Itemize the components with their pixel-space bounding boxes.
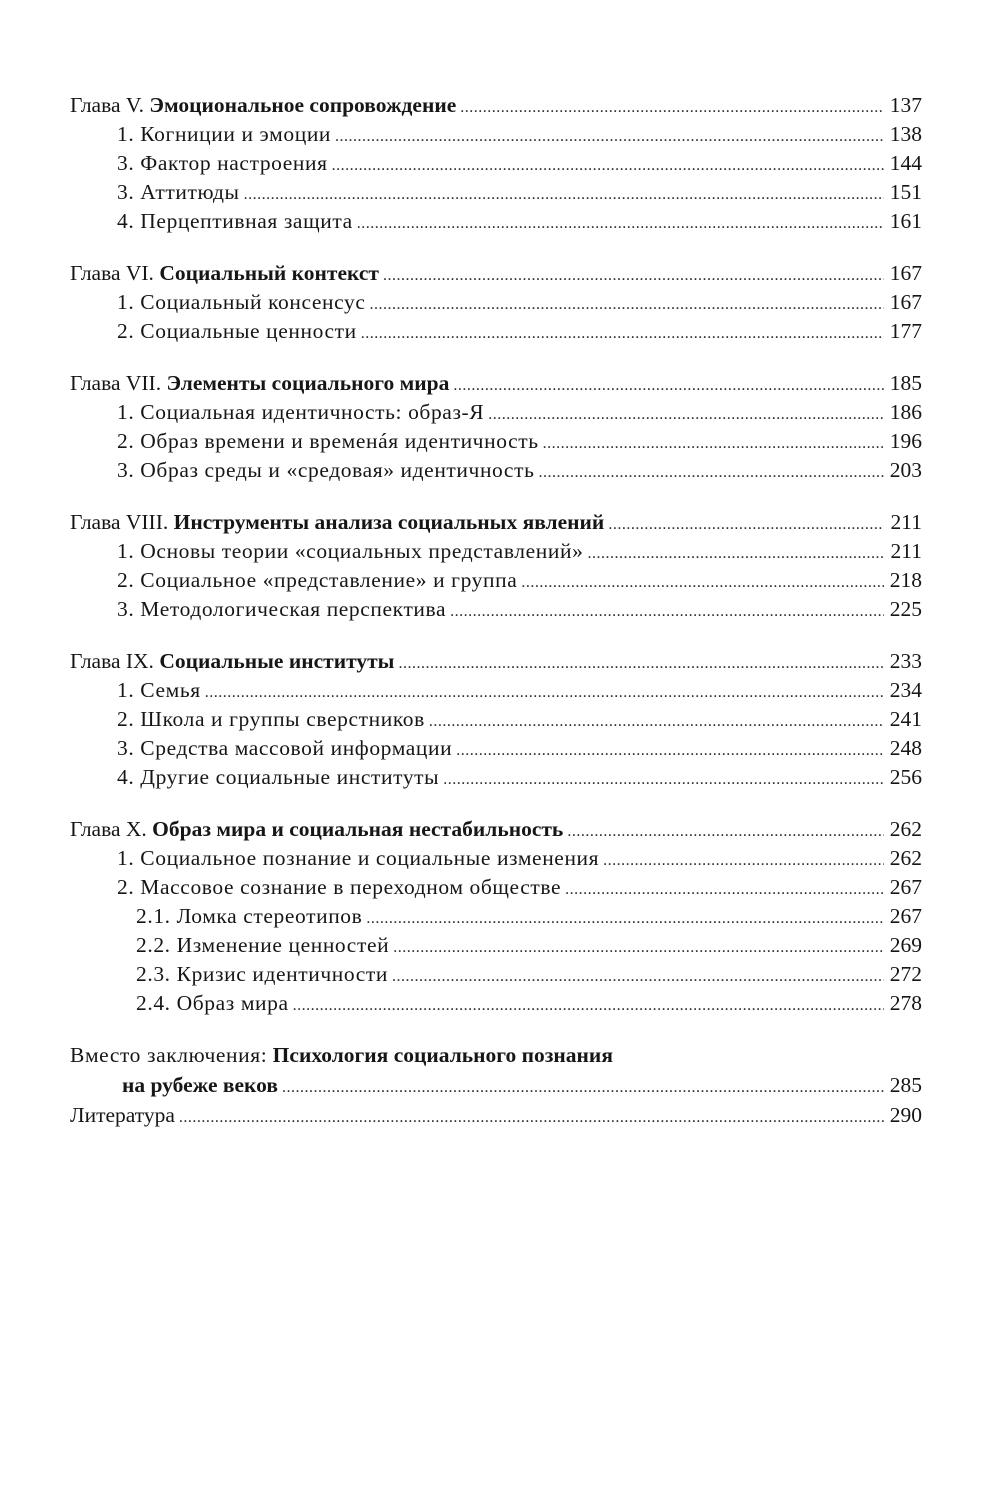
subsection-label: 2.3. Кризис идентичности [136,962,388,986]
section-entry[interactable] [70,120,922,149]
section-entry[interactable] [70,595,922,624]
section-label: 1. Семья [117,678,201,702]
section-label: 2. Массовое сознание в переходном обществе [117,875,562,899]
dot-leader [332,149,884,180]
section-label: 3. Фактор настроения [117,151,328,175]
conclusion-entry-continued[interactable] [70,1070,922,1100]
chapter-entry[interactable] [70,368,922,398]
dot-leader [538,456,884,487]
section-entry[interactable] [70,398,922,427]
section-label: 3. Аттитюды [117,180,240,204]
subsection-entry[interactable] [70,960,922,989]
dot-leader [460,90,884,123]
page-number: 151 [889,180,922,204]
dot-leader [366,902,884,933]
dot-leader [398,646,884,679]
dot-leader [282,1070,884,1103]
chapter-entry[interactable] [70,258,922,288]
dot-leader [567,814,884,847]
section-entry[interactable] [70,456,922,485]
dot-leader [179,1100,884,1133]
section-label: 2. Социальное «представление» и группа [117,568,518,592]
section-entry[interactable] [70,566,922,595]
page-number: 290 [889,1103,922,1127]
dot-leader [453,368,884,401]
dot-leader [370,288,884,319]
subsection-entry[interactable] [70,902,922,931]
page-number: 196 [889,429,922,453]
section-label: 2. Социальные ценности [117,319,357,343]
page-number: 144 [889,151,922,175]
page-number: 233 [889,649,922,673]
section-label: 2. Школа и группы сверстников [117,707,425,731]
dot-leader [383,258,884,291]
section-entry[interactable] [70,537,922,566]
section-entry[interactable] [70,207,922,236]
chapter-prefix: Глава IX. [70,649,154,673]
dot-leader [244,178,884,209]
page-number: 256 [889,765,922,789]
chapter-prefix: Глава VIII. [70,510,169,534]
dot-leader [587,537,884,568]
section-entry[interactable] [70,427,922,456]
page-number: 225 [889,597,922,621]
chapter-title: Образ мира и социальная нестабильность [152,817,564,841]
page-number: 211 [890,510,922,534]
section-label: 2. Образ времени и временáя идентичность [117,429,539,453]
chapter-title: Социальный контекст [159,261,379,285]
dot-leader [521,566,884,597]
section-label: 3. Средства массовой информации [117,736,453,760]
dot-leader [357,207,884,238]
page-number: 203 [889,458,922,482]
section-entry[interactable] [70,763,922,792]
page-number: 285 [889,1073,922,1097]
dot-leader [293,989,884,1020]
section-entry[interactable] [70,676,922,705]
page-number: 272 [889,962,922,986]
conclusion-title: Психология социального познания [272,1043,613,1067]
section-label: 1. Когниции и эмоции [117,122,332,146]
dot-leader [429,705,884,736]
dot-leader [543,427,884,458]
section-entry[interactable] [70,873,922,902]
dot-leader [205,676,884,707]
subsection-entry[interactable] [70,931,922,960]
page-number: 262 [889,817,922,841]
subsection-label: 2.1. Ломка стереотипов [136,904,363,928]
chapter-prefix: Глава VI. [70,261,154,285]
page-number: 218 [889,568,922,592]
dot-leader [361,317,884,348]
subsection-entry[interactable] [70,989,922,1018]
chapter-entry[interactable] [70,646,922,676]
table-of-contents [70,90,922,1130]
section-entry[interactable] [70,844,922,873]
dot-leader [608,507,884,540]
conclusion-title-continued: на рубеже веков [122,1073,278,1097]
dot-leader [335,120,884,151]
chapter-entry[interactable] [70,814,922,844]
dot-leader [392,960,884,991]
dot-leader [488,398,884,429]
page-number: 278 [889,991,922,1015]
page-number: 186 [889,400,922,424]
chapter-title: Социальные институты [159,649,395,673]
page-number: 138 [889,122,922,146]
section-label: 4. Перцептивная защита [117,209,353,233]
dot-leader [456,734,884,765]
dot-leader [393,931,884,962]
section-label: 3. Образ среды и «средовая» идентичность [117,458,535,482]
page-number: 167 [889,261,922,285]
page-number: 262 [889,846,922,870]
page-number: 241 [889,707,922,731]
chapter-prefix: Глава V. [70,93,145,117]
section-label: 1. Основы теории «социальных представлений» [117,539,584,563]
section-label: 4. Другие социальные институты [117,765,440,789]
section-entry[interactable] [70,288,922,317]
section-label: 1. Социальный консенсус [117,290,366,314]
literature-entry[interactable] [70,1100,922,1130]
chapter-prefix: Глава X. [70,817,147,841]
page-number: 234 [889,678,922,702]
page-number: 161 [889,209,922,233]
chapter-title: Элементы социального мира [166,371,450,395]
subsection-label: 2.2. Изменение ценностей [136,933,390,957]
page-number: 269 [889,933,922,957]
conclusion-prefix: Вместо заключения: [70,1043,268,1067]
page-number: 248 [889,736,922,760]
chapter-prefix: Глава VII. [70,371,162,395]
section-entry[interactable] [70,734,922,763]
chapter-entry[interactable] [70,507,922,537]
page-number: 267 [889,875,922,899]
literature-label: Литература [70,1103,175,1127]
section-label: 1. Социальная идентичность: образ-Я [117,400,485,424]
section-entry[interactable] [70,705,922,734]
chapter-entry[interactable] [70,90,922,120]
conclusion-entry[interactable] [70,1040,922,1070]
section-entry[interactable] [70,149,922,178]
page-number: 267 [889,904,922,928]
chapter-title: Эмоциональное сопровождение [149,93,457,117]
dot-leader [603,844,884,875]
dot-leader [443,763,884,794]
page-number: 177 [889,319,922,343]
subsection-label: 2.4. Образ мира [136,991,289,1015]
page-number: 211 [890,539,922,563]
page-number: 137 [889,93,922,117]
dot-leader [565,873,884,904]
dot-leader [450,595,884,626]
chapter-title: Инструменты анализа социальных явлений [173,510,605,534]
section-label: 3. Методологическая перспектива [117,597,447,621]
page-number: 185 [889,371,922,395]
section-label: 1. Социальное познание и социальные изменения [117,846,600,870]
section-entry[interactable] [70,317,922,346]
page-number: 167 [889,290,922,314]
section-entry[interactable] [70,178,922,207]
